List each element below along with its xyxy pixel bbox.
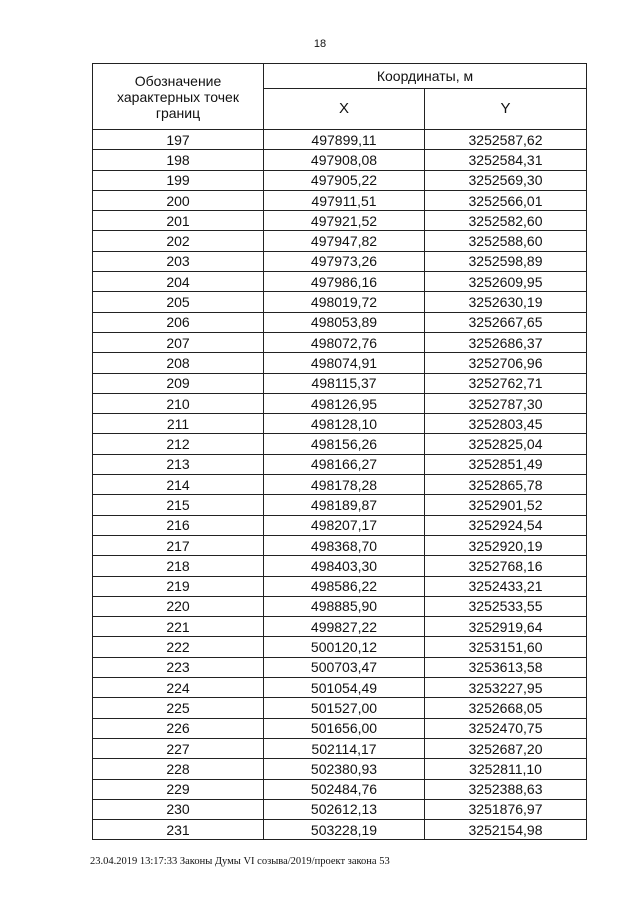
cell-y: 3252582,60 — [425, 211, 587, 231]
table-row — [93, 535, 587, 555]
cell-point: 224 — [93, 678, 264, 698]
cell-point: 205 — [93, 292, 264, 312]
cell-x: 498156,26 — [264, 434, 425, 454]
cell-x: 501054,49 — [264, 678, 425, 698]
cell-y: 3252668,05 — [425, 698, 587, 718]
document-footer: 23.04.2019 13:17:33 Законы Думы VI созыва/2019/проект закона 53 — [90, 856, 390, 867]
cell-y: 3252762,71 — [425, 373, 587, 393]
cell-point: 221 — [93, 617, 264, 637]
cell-x: 497905,22 — [264, 170, 425, 190]
cell-x: 502484,76 — [264, 779, 425, 799]
cell-x: 498368,70 — [264, 535, 425, 555]
table-row — [93, 150, 587, 170]
cell-point: 212 — [93, 434, 264, 454]
table-row — [93, 657, 587, 677]
table-row — [93, 759, 587, 779]
cell-point: 226 — [93, 718, 264, 738]
cell-y: 3252901,52 — [425, 495, 587, 515]
cell-y: 3252533,55 — [425, 596, 587, 616]
table-row — [93, 332, 587, 352]
cell-y: 3252598,89 — [425, 251, 587, 271]
page-number: 18 — [313, 38, 327, 50]
cell-point: 197 — [93, 130, 264, 150]
cell-point: 214 — [93, 475, 264, 495]
table-row — [93, 373, 587, 393]
table-row — [93, 170, 587, 190]
header-x: X — [264, 89, 425, 130]
table-body — [93, 130, 587, 840]
cell-point: 207 — [93, 332, 264, 352]
table-row — [93, 718, 587, 738]
cell-point: 217 — [93, 535, 264, 555]
cell-y: 3252851,49 — [425, 454, 587, 474]
table-row — [93, 576, 587, 596]
table-row — [93, 211, 587, 231]
cell-point: 231 — [93, 820, 264, 840]
cell-x: 498166,27 — [264, 454, 425, 474]
cell-y: 3252919,64 — [425, 617, 587, 637]
cell-x: 502380,93 — [264, 759, 425, 779]
cell-y: 3252584,31 — [425, 150, 587, 170]
cell-point: 199 — [93, 170, 264, 190]
cell-y: 3252609,95 — [425, 272, 587, 292]
cell-point: 200 — [93, 190, 264, 210]
table-row — [93, 617, 587, 637]
table-row — [93, 637, 587, 657]
table-row — [93, 454, 587, 474]
cell-x: 498126,95 — [264, 393, 425, 413]
cell-y: 3252706,96 — [425, 353, 587, 373]
header-y: Y — [425, 89, 587, 130]
cell-x: 498178,28 — [264, 475, 425, 495]
cell-y: 3252787,30 — [425, 393, 587, 413]
cell-point: 210 — [93, 393, 264, 413]
cell-point: 223 — [93, 657, 264, 677]
cell-x: 498403,30 — [264, 556, 425, 576]
cell-point: 230 — [93, 799, 264, 819]
cell-point: 209 — [93, 373, 264, 393]
cell-x: 498885,90 — [264, 596, 425, 616]
cell-y: 3252470,75 — [425, 718, 587, 738]
cell-y: 3252825,04 — [425, 434, 587, 454]
cell-x: 497973,26 — [264, 251, 425, 271]
cell-point: 229 — [93, 779, 264, 799]
cell-point: 218 — [93, 556, 264, 576]
cell-x: 497908,08 — [264, 150, 425, 170]
table-row — [93, 292, 587, 312]
table-row — [93, 393, 587, 413]
cell-x: 497921,52 — [264, 211, 425, 231]
table-row — [93, 799, 587, 819]
table-row — [93, 272, 587, 292]
cell-y: 3252687,20 — [425, 738, 587, 758]
cell-x: 499827,22 — [264, 617, 425, 637]
cell-x: 498115,37 — [264, 373, 425, 393]
cell-x: 500120,12 — [264, 637, 425, 657]
cell-y: 3253613,58 — [425, 657, 587, 677]
cell-y: 3252924,54 — [425, 515, 587, 535]
table-row — [93, 434, 587, 454]
cell-point: 222 — [93, 637, 264, 657]
cell-x: 498586,22 — [264, 576, 425, 596]
cell-point: 225 — [93, 698, 264, 718]
table-row — [93, 495, 587, 515]
cell-point: 216 — [93, 515, 264, 535]
table-header — [93, 64, 587, 130]
table-row — [93, 738, 587, 758]
cell-y: 3252667,65 — [425, 312, 587, 332]
cell-point: 202 — [93, 231, 264, 251]
cell-point: 198 — [93, 150, 264, 170]
table-row — [93, 231, 587, 251]
cell-y: 3252811,10 — [425, 759, 587, 779]
table-row — [93, 353, 587, 373]
table-row — [93, 678, 587, 698]
header-coordinates: Координаты, м — [264, 64, 587, 89]
cell-x: 497899,11 — [264, 130, 425, 150]
table-row — [93, 475, 587, 495]
table-row — [93, 515, 587, 535]
cell-y: 3252587,62 — [425, 130, 587, 150]
cell-point: 203 — [93, 251, 264, 271]
cell-y: 3252566,01 — [425, 190, 587, 210]
cell-y: 3252630,19 — [425, 292, 587, 312]
table-row — [93, 820, 587, 840]
cell-y: 3252154,98 — [425, 820, 587, 840]
cell-point: 220 — [93, 596, 264, 616]
cell-x: 498207,17 — [264, 515, 425, 535]
cell-x: 498074,91 — [264, 353, 425, 373]
table-row — [93, 130, 587, 150]
cell-point: 201 — [93, 211, 264, 231]
table-row — [93, 596, 587, 616]
cell-y: 3252433,21 — [425, 576, 587, 596]
cell-x: 497947,82 — [264, 231, 425, 251]
cell-x: 501527,00 — [264, 698, 425, 718]
cell-x: 498128,10 — [264, 414, 425, 434]
cell-y: 3251876,97 — [425, 799, 587, 819]
cell-y: 3252569,30 — [425, 170, 587, 190]
cell-y: 3252686,37 — [425, 332, 587, 352]
cell-y: 3252588,60 — [425, 231, 587, 251]
cell-x: 498189,87 — [264, 495, 425, 515]
cell-x: 503228,19 — [264, 820, 425, 840]
table-row — [93, 698, 587, 718]
cell-x: 498072,76 — [264, 332, 425, 352]
header-point-designation: Обозначение характерных точек границ — [93, 64, 264, 130]
cell-x: 500703,47 — [264, 657, 425, 677]
cell-y: 3252803,45 — [425, 414, 587, 434]
cell-y: 3253227,95 — [425, 678, 587, 698]
cell-point: 211 — [93, 414, 264, 434]
table-row — [93, 556, 587, 576]
cell-x: 498019,72 — [264, 292, 425, 312]
cell-point: 208 — [93, 353, 264, 373]
cell-x: 497986,16 — [264, 272, 425, 292]
cell-point: 204 — [93, 272, 264, 292]
table-header-row — [93, 64, 587, 89]
cell-point: 215 — [93, 495, 264, 515]
cell-point: 227 — [93, 738, 264, 758]
table-row — [93, 312, 587, 332]
cell-y: 3253151,60 — [425, 637, 587, 657]
cell-point: 213 — [93, 454, 264, 474]
cell-y: 3252388,63 — [425, 779, 587, 799]
cell-x: 502114,17 — [264, 738, 425, 758]
table-row — [93, 779, 587, 799]
cell-point: 206 — [93, 312, 264, 332]
table-row — [93, 190, 587, 210]
table-row — [93, 414, 587, 434]
table-row — [93, 251, 587, 271]
cell-point: 228 — [93, 759, 264, 779]
cell-x: 497911,51 — [264, 190, 425, 210]
cell-x: 502612,13 — [264, 799, 425, 819]
cell-x: 501656,00 — [264, 718, 425, 738]
cell-y: 3252768,16 — [425, 556, 587, 576]
cell-point: 219 — [93, 576, 264, 596]
coordinates-table — [92, 63, 587, 840]
cell-y: 3252865,78 — [425, 475, 587, 495]
cell-x: 498053,89 — [264, 312, 425, 332]
cell-y: 3252920,19 — [425, 535, 587, 555]
